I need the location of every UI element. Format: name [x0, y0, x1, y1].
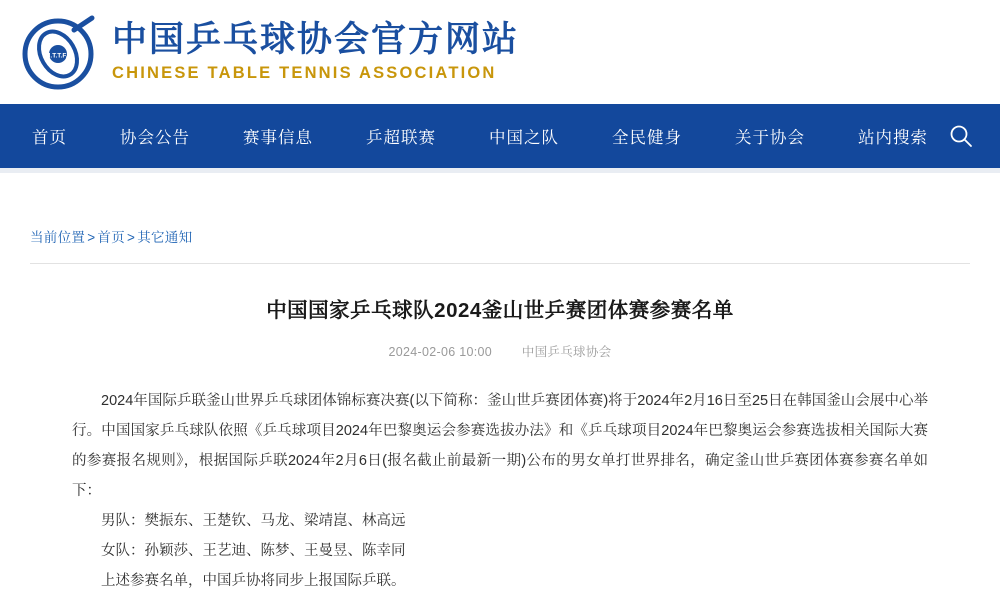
breadcrumb-item-home[interactable]: 首页 [97, 230, 125, 245]
breadcrumb-separator-2: > [127, 230, 136, 245]
svg-text:I.T.T.F.: I.T.T.F. [48, 52, 68, 60]
nav-item-announcements[interactable]: 协会公告 [120, 129, 190, 147]
search-icon[interactable] [948, 123, 974, 149]
site-title-cn: 中国乒乓球协会官方网站 [112, 19, 520, 59]
nav-item-fitness[interactable]: 全民健身 [612, 129, 682, 147]
nav-item-home[interactable]: 首页 [32, 129, 67, 147]
article-body [72, 386, 928, 596]
site-header [0, 0, 1000, 104]
article-meta [72, 342, 928, 360]
article [30, 297, 970, 596]
article-paragraph-1: 2024年国际乒联釜山世界乒乓球团体锦标赛决赛(以下简称：釜山世乒赛团体赛)将于2024年2月16日至25日在韩国釜山会展中心举行。中国国家乒乓球队依照《乒乓球项目2024年巴黎奥运会参赛选拔办法》和《乒乓球项目2024年巴黎奥运会参赛选拔相关国际大赛的参赛报名规则》，根据国际乒联2024年2月6日(报名截止前最新一期)公布的男女单打世界排名，确定釜山世乒赛团体赛参赛名单如下： [72, 392, 928, 499]
breadcrumb-separator-1: > [87, 230, 96, 245]
cta-circle-logo-icon[interactable] [18, 12, 98, 92]
content-divider [30, 263, 970, 264]
breadcrumb-prefix: 当前位置 [30, 230, 86, 245]
nav-item-team-china[interactable]: 中国之队 [489, 129, 559, 147]
roster-women: 女队：孙颖莎、王艺迪、陈梦、王曼昱、陈幸同 [101, 542, 406, 559]
site-title-en: CHINESE TABLE TENNIS ASSOCIATION [112, 64, 497, 83]
site-title-block [112, 20, 519, 84]
breadcrumb [30, 173, 970, 246]
nav-item-about[interactable]: 关于协会 [735, 129, 805, 147]
article-source: 中国乒乓球协会 [521, 344, 612, 359]
nav-item-super-league[interactable]: 乒超联赛 [366, 129, 436, 147]
breadcrumb-item-other-notices[interactable]: 其它通知 [137, 230, 193, 245]
roster-men: 男队：樊振东、王楚钦、马龙、梁靖崑、林高远 [101, 512, 406, 529]
nav-item-events[interactable]: 赛事信息 [243, 129, 313, 147]
main-nav [0, 104, 1000, 168]
page-content [0, 173, 1000, 596]
nav-item-site-search[interactable]: 站内搜索 [858, 129, 928, 147]
article-paragraph-2: 上述参赛名单，中国乒协将同步上报国际乒联。 [101, 572, 406, 589]
article-date: 2024-02-06 10:00 [388, 344, 493, 359]
page-title: 中国国家乒乓球队2024釜山世乒赛团体赛参赛名单 [266, 299, 734, 322]
